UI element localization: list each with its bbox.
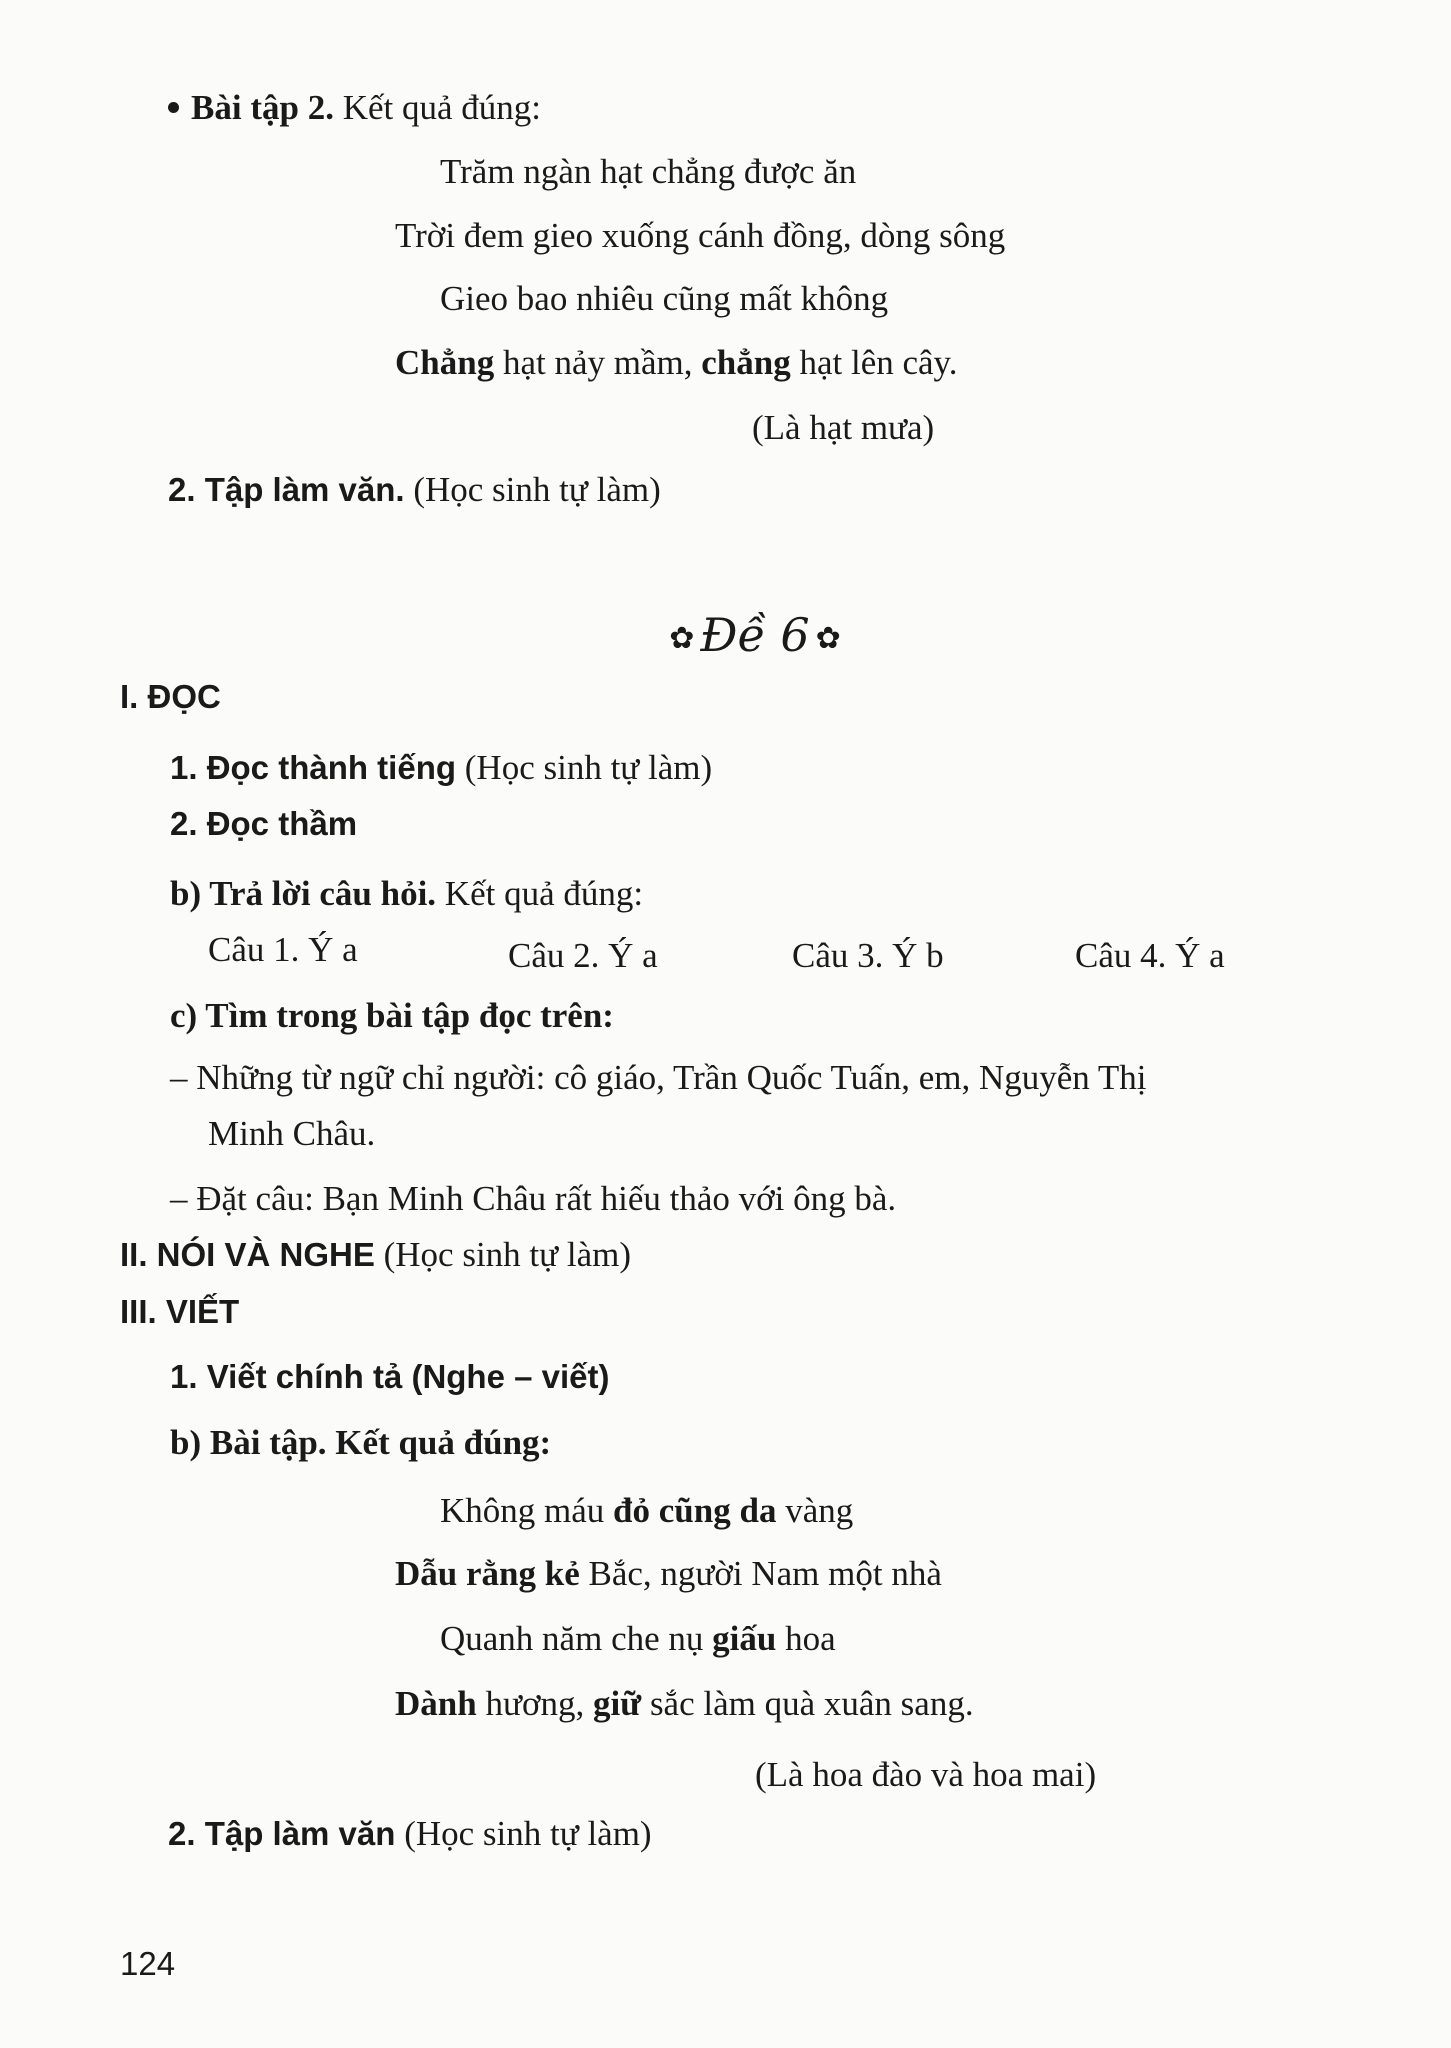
answer-1: Câu 1. Ý a: [208, 930, 358, 969]
flower-icon: ✿: [669, 621, 695, 656]
tra-loi-text: Kết quả đúng:: [444, 874, 644, 913]
doc-heading: I. ĐỌC: [120, 678, 221, 715]
poem2-line-2: [395, 1552, 942, 1596]
poem2-l4-c: giữ: [592, 1684, 642, 1723]
doc-thanh-tieng-label: 1. Đọc thành tiếng: [170, 749, 457, 786]
answer-4: Câu 4. Ý a: [1075, 936, 1225, 975]
poem2-l2-a: Dẫu rằng kẻ: [395, 1554, 580, 1593]
poem2-l3-a: Quanh năm che nụ: [440, 1619, 704, 1658]
bai-tap: b) Bài tập. Kết quả đúng:: [170, 1423, 552, 1462]
poem2-line-4: [395, 1682, 974, 1726]
poem-line-4: [395, 341, 958, 385]
doc-tham: 2. Đọc thầm: [170, 805, 358, 842]
tu-ngu-line-1: – Những từ ngữ chỉ người: cô giáo, Trần Quốc Tuấn, em, Nguyễn Thị: [170, 1058, 1147, 1097]
de6-title: [655, 605, 855, 669]
poem-line-4-c: chẳng: [701, 343, 791, 382]
de6-title-text: Đề 6: [700, 608, 810, 662]
answer-2: Câu 2. Ý a: [508, 936, 658, 975]
tap-lam-van-2-line: [168, 1812, 652, 1856]
poem-line-4-d: hạt lên cây.: [799, 343, 958, 382]
noi-nghe-text: (Học sinh tự làm): [383, 1235, 632, 1274]
poem2-l4-a: Dành: [395, 1684, 477, 1723]
poem-line-1: Trăm ngàn hạt chẳng được ăn: [440, 152, 857, 191]
poem-line-4-a: Chẳng: [395, 343, 495, 382]
poem2-l4-d: sắc làm quà xuân sang.: [649, 1684, 974, 1723]
flower-icon: ✿: [815, 621, 841, 656]
answer-3: Câu 3. Ý b: [792, 936, 944, 975]
noi-nghe-line: [120, 1233, 631, 1277]
noi-nghe-label: II. NÓI VÀ NGHE: [120, 1236, 375, 1273]
dat-cau: – Đặt câu: Bạn Minh Châu rất hiếu thảo với ông bà.: [170, 1179, 897, 1218]
poem2-l1-a: Không máu: [440, 1491, 605, 1530]
poem2-l1-c: vàng: [785, 1491, 854, 1530]
poem2-line-3: [440, 1617, 836, 1661]
tap-lam-van-label: 2. Tập làm văn.: [168, 471, 405, 508]
doc-thanh-tieng-text: (Học sinh tự làm): [464, 748, 713, 787]
bai-tap-2-line: [168, 86, 541, 130]
tim-trong: c) Tìm trong bài tập đọc trên:: [170, 996, 614, 1035]
tap-lam-van-text: (Học sinh tự làm): [413, 470, 661, 509]
tra-loi-label: b) Trả lời câu hỏi.: [170, 874, 437, 913]
viet-heading: III. VIẾT: [120, 1293, 240, 1330]
poem2-l4-b: hương,: [485, 1684, 585, 1723]
bai-tap-2-label: Bài tập 2.: [191, 88, 334, 127]
poem2-l3-b: giấu: [712, 1619, 777, 1658]
poem2-l3-c: hoa: [785, 1619, 836, 1658]
poem-line-4-b: hạt nảy mầm,: [502, 343, 693, 382]
bullet-icon: [168, 102, 179, 113]
poem-line-3: Gieo bao nhiêu cũng mất không: [440, 279, 889, 318]
tra-loi-line: [170, 872, 643, 916]
tap-lam-van-2-text: (Học sinh tự làm): [404, 1814, 652, 1853]
tap-lam-van-2-label: 2. Tập làm văn: [168, 1815, 396, 1852]
poem-line-2: Trời đem gieo xuống cánh đồng, dòng sông: [395, 216, 1006, 255]
poem-answer: (Là hạt mưa): [752, 408, 935, 447]
poem2-l1-b: đỏ cũng da: [613, 1491, 777, 1530]
tap-lam-van-line: [168, 468, 661, 512]
poem2-l2-b: Bắc, người Nam một nhà: [588, 1554, 942, 1593]
poem2-line-1: [440, 1489, 853, 1533]
tu-ngu-line-2: Minh Châu.: [208, 1114, 376, 1153]
bai-tap-2-text: Kết quả đúng:: [342, 88, 541, 127]
page-number: 124: [120, 1945, 176, 1982]
poem2-answer: (Là hoa đào và hoa mai): [755, 1755, 1097, 1794]
chinh-ta: 1. Viết chính tả (Nghe – viết): [170, 1358, 610, 1395]
doc-thanh-tieng-line: [170, 746, 712, 790]
